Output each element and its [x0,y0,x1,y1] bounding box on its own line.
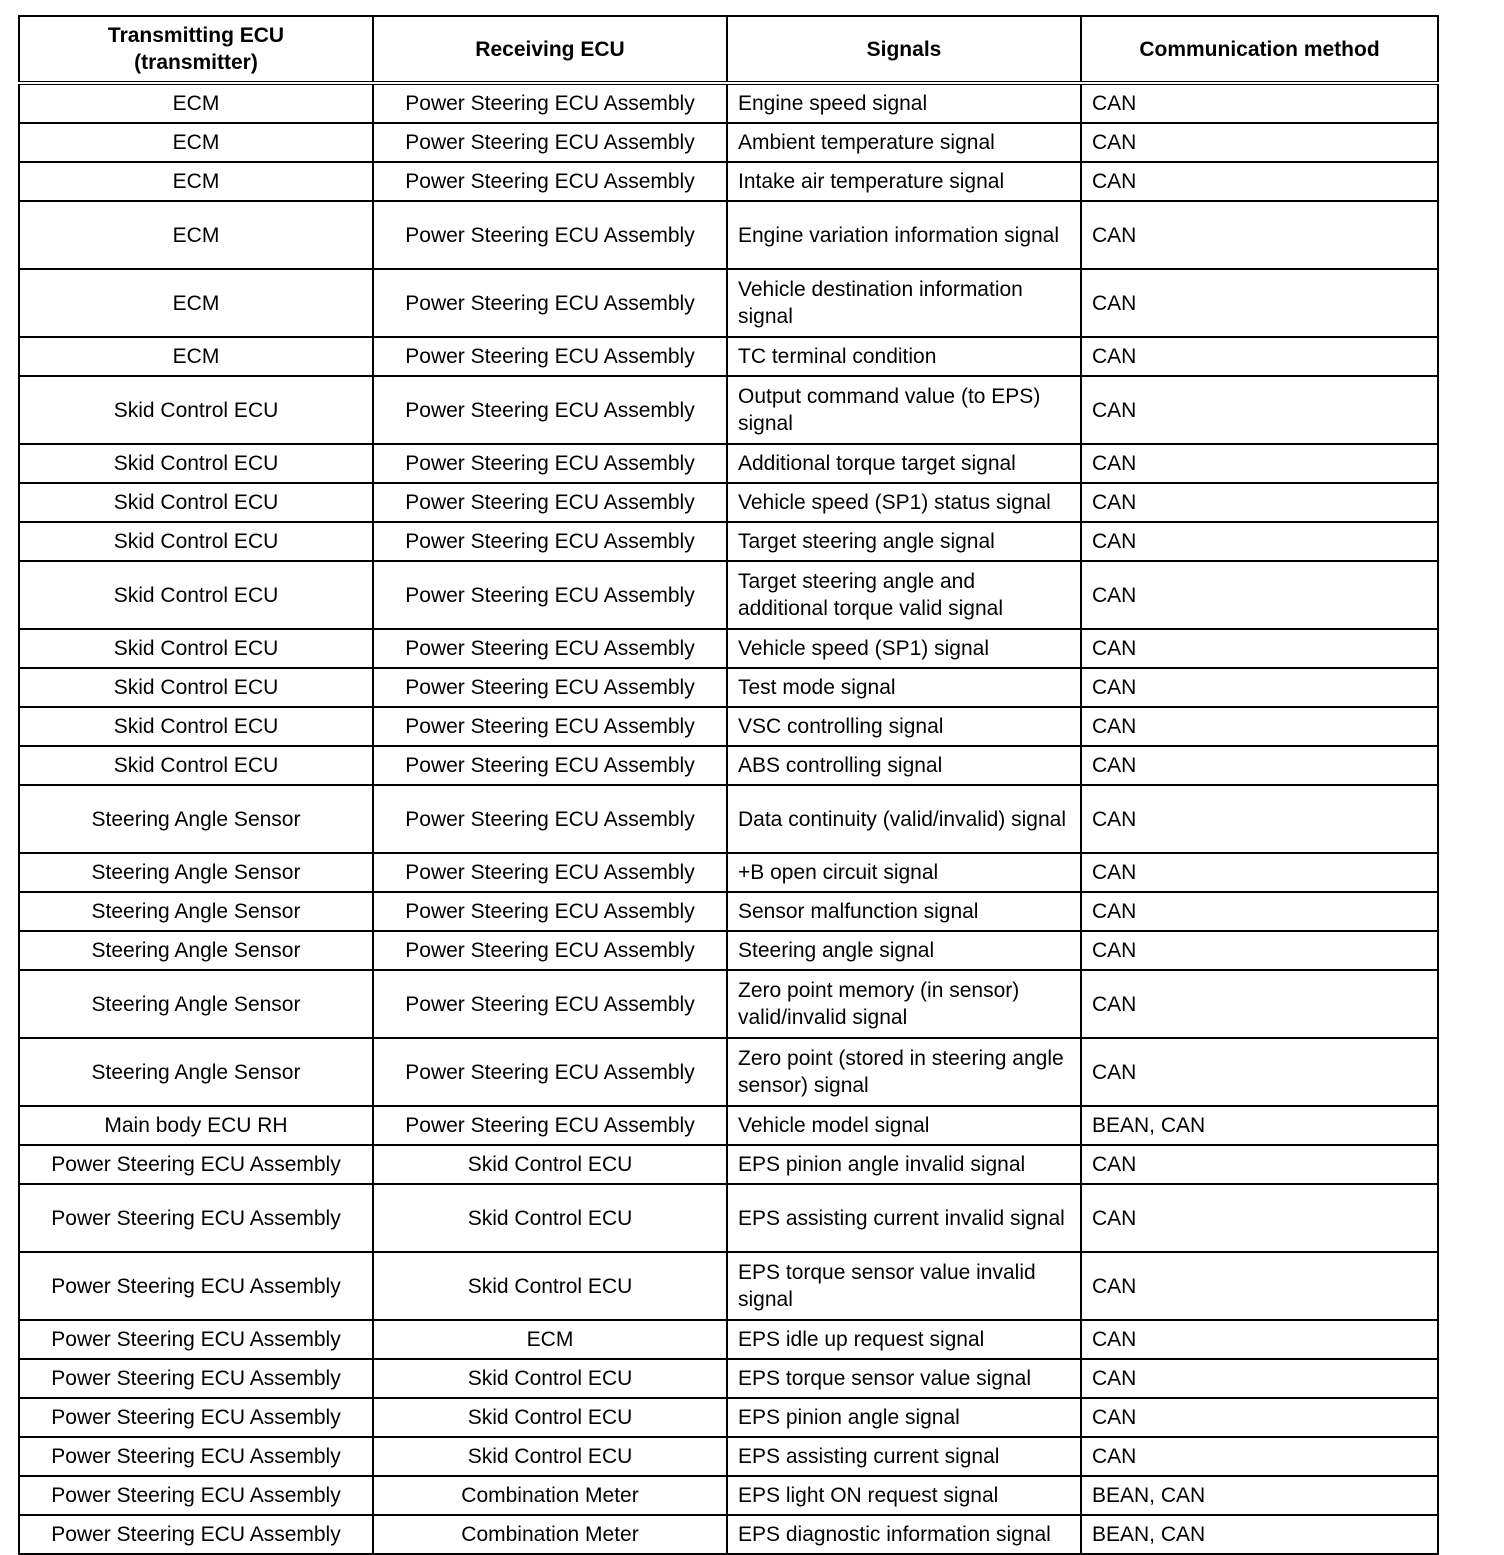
receiving-ecu-cell: Power Steering ECU Assembly [373,892,727,931]
receiving-ecu-cell: Power Steering ECU Assembly [373,707,727,746]
communication-method-cell: CAN [1081,201,1438,269]
receiving-ecu-cell: Power Steering ECU Assembly [373,337,727,376]
receiving-ecu-cell: Power Steering ECU Assembly [373,785,727,853]
communication-method-cell: CAN [1081,668,1438,707]
transmitting-ecu-cell: ECM [19,337,373,376]
transmitting-ecu-cell: ECM [19,123,373,162]
table-row [19,1106,1438,1145]
communication-method-cell: CAN [1081,444,1438,483]
header-receiving-ecu: Receiving ECU [373,16,727,83]
table-row [19,892,1438,931]
transmitting-ecu-cell: Steering Angle Sensor [19,785,373,853]
transmitting-ecu-cell: Steering Angle Sensor [19,892,373,931]
transmitting-ecu-cell: ECM [19,269,373,337]
receiving-ecu-cell: Power Steering ECU Assembly [373,444,727,483]
communication-method-cell: CAN [1081,83,1438,123]
transmitting-ecu-cell: Skid Control ECU [19,444,373,483]
communication-method-cell: CAN [1081,1184,1438,1252]
communication-method-cell: CAN [1081,522,1438,561]
transmitting-ecu-cell: ECM [19,162,373,201]
table-row [19,522,1438,561]
receiving-ecu-cell: Power Steering ECU Assembly [373,269,727,337]
receiving-ecu-cell: Power Steering ECU Assembly [373,970,727,1038]
table-row [19,1184,1438,1252]
signal-cell: Zero point (stored in steering angle sensor) signal [727,1038,1081,1106]
communication-method-cell: CAN [1081,970,1438,1038]
signal-cell: ABS controlling signal [727,746,1081,785]
transmitting-ecu-cell: Skid Control ECU [19,668,373,707]
communication-method-cell: CAN [1081,1252,1438,1320]
receiving-ecu-cell: Power Steering ECU Assembly [373,83,727,123]
table-row [19,785,1438,853]
transmitting-ecu-cell: Power Steering ECU Assembly [19,1437,373,1476]
signal-cell: EPS torque sensor value signal [727,1359,1081,1398]
receiving-ecu-cell: Skid Control ECU [373,1184,727,1252]
transmitting-ecu-cell: Steering Angle Sensor [19,970,373,1038]
transmitting-ecu-cell: Skid Control ECU [19,629,373,668]
signal-cell: Data continuity (valid/invalid) signal [727,785,1081,853]
table-row [19,668,1438,707]
table-row [19,1515,1438,1554]
receiving-ecu-cell: Power Steering ECU Assembly [373,123,727,162]
signal-cell: VSC controlling signal [727,707,1081,746]
header-transmitting-ecu [19,16,373,83]
transmitting-ecu-cell: Steering Angle Sensor [19,853,373,892]
receiving-ecu-cell: Skid Control ECU [373,1359,727,1398]
signal-cell: EPS idle up request signal [727,1320,1081,1359]
communication-method-cell: CAN [1081,892,1438,931]
transmitting-ecu-cell: Steering Angle Sensor [19,1038,373,1106]
receiving-ecu-cell: Power Steering ECU Assembly [373,561,727,629]
table-row [19,931,1438,970]
table-body [19,83,1438,1554]
table-row [19,853,1438,892]
signal-cell: Vehicle speed (SP1) signal [727,629,1081,668]
transmitting-ecu-cell: Skid Control ECU [19,522,373,561]
communication-method-cell: BEAN, CAN [1081,1476,1438,1515]
signal-cell: EPS pinion angle invalid signal [727,1145,1081,1184]
transmitting-ecu-cell: Power Steering ECU Assembly [19,1145,373,1184]
header-signals: Signals [727,16,1081,83]
signal-cell: Test mode signal [727,668,1081,707]
receiving-ecu-cell: Skid Control ECU [373,1145,727,1184]
transmitting-ecu-cell: Power Steering ECU Assembly [19,1184,373,1252]
receiving-ecu-cell: Skid Control ECU [373,1437,727,1476]
transmitting-ecu-cell: Skid Control ECU [19,376,373,444]
table-header [19,16,1438,83]
communication-method-cell: CAN [1081,561,1438,629]
communication-table [18,15,1439,1555]
signal-cell: Engine variation information signal [727,201,1081,269]
receiving-ecu-cell: Combination Meter [373,1476,727,1515]
transmitting-ecu-cell: ECM [19,83,373,123]
communication-method-cell: CAN [1081,269,1438,337]
signal-cell: Zero point memory (in sensor) valid/invalid signal [727,970,1081,1038]
header-transmitting-line2: (transmitter) [134,51,258,74]
transmitting-ecu-cell: Skid Control ECU [19,746,373,785]
communication-method-cell: CAN [1081,853,1438,892]
communication-method-cell: CAN [1081,1398,1438,1437]
signal-cell: Target steering angle and additional torque valid signal [727,561,1081,629]
table-row [19,1359,1438,1398]
receiving-ecu-cell: Power Steering ECU Assembly [373,1106,727,1145]
table-row [19,269,1438,337]
communication-method-cell: CAN [1081,785,1438,853]
signal-cell: Vehicle destination information signal [727,269,1081,337]
receiving-ecu-cell: Power Steering ECU Assembly [373,853,727,892]
table-row [19,444,1438,483]
table-row [19,707,1438,746]
table-row [19,1320,1438,1359]
communication-method-cell: CAN [1081,746,1438,785]
signal-cell: EPS diagnostic information signal [727,1515,1081,1554]
receiving-ecu-cell: Power Steering ECU Assembly [373,746,727,785]
table-row [19,337,1438,376]
receiving-ecu-cell: ECM [373,1320,727,1359]
transmitting-ecu-cell: Main body ECU RH [19,1106,373,1145]
transmitting-ecu-cell: Skid Control ECU [19,707,373,746]
receiving-ecu-cell: Power Steering ECU Assembly [373,629,727,668]
table-row [19,561,1438,629]
communication-method-cell: CAN [1081,1359,1438,1398]
receiving-ecu-cell: Power Steering ECU Assembly [373,931,727,970]
signal-cell: EPS torque sensor value invalid signal [727,1252,1081,1320]
table-row [19,1252,1438,1320]
signal-cell: Steering angle signal [727,931,1081,970]
transmitting-ecu-cell: Power Steering ECU Assembly [19,1398,373,1437]
receiving-ecu-cell: Power Steering ECU Assembly [373,1038,727,1106]
receiving-ecu-cell: Skid Control ECU [373,1252,727,1320]
table-row [19,1476,1438,1515]
header-communication-method: Communication method [1081,16,1438,83]
table-row [19,746,1438,785]
communication-method-cell: CAN [1081,376,1438,444]
receiving-ecu-cell: Power Steering ECU Assembly [373,376,727,444]
table-row [19,1145,1438,1184]
table-row [19,1437,1438,1476]
signal-cell: Vehicle model signal [727,1106,1081,1145]
communication-method-cell: CAN [1081,707,1438,746]
transmitting-ecu-cell: Skid Control ECU [19,483,373,522]
signal-cell: EPS pinion angle signal [727,1398,1081,1437]
receiving-ecu-cell: Power Steering ECU Assembly [373,522,727,561]
table-row [19,1038,1438,1106]
receiving-ecu-cell: Power Steering ECU Assembly [373,201,727,269]
communication-method-cell: CAN [1081,337,1438,376]
receiving-ecu-cell: Power Steering ECU Assembly [373,162,727,201]
receiving-ecu-cell: Combination Meter [373,1515,727,1554]
communication-method-cell: CAN [1081,1320,1438,1359]
table-row [19,483,1438,522]
communication-method-cell: CAN [1081,931,1438,970]
table-row [19,376,1438,444]
communication-method-cell: CAN [1081,1038,1438,1106]
signal-cell: TC terminal condition [727,337,1081,376]
header-row [19,16,1438,83]
signal-cell: +B open circuit signal [727,853,1081,892]
transmitting-ecu-cell: Power Steering ECU Assembly [19,1515,373,1554]
table-row [19,83,1438,123]
transmitting-ecu-cell: Power Steering ECU Assembly [19,1252,373,1320]
header-transmitting-line1: Transmitting ECU [107,24,285,47]
transmitting-ecu-cell: Power Steering ECU Assembly [19,1476,373,1515]
signal-cell: Engine speed signal [727,83,1081,123]
table-row [19,123,1438,162]
signal-cell: Additional torque target signal [727,444,1081,483]
transmitting-ecu-cell: Power Steering ECU Assembly [19,1359,373,1398]
communication-method-cell: CAN [1081,483,1438,522]
signal-cell: EPS assisting current signal [727,1437,1081,1476]
transmitting-ecu-cell: Skid Control ECU [19,561,373,629]
receiving-ecu-cell: Skid Control ECU [373,1398,727,1437]
signal-cell: EPS light ON request signal [727,1476,1081,1515]
signal-cell: Target steering angle signal [727,522,1081,561]
receiving-ecu-cell: Power Steering ECU Assembly [373,483,727,522]
signal-cell: Intake air temperature signal [727,162,1081,201]
communication-method-cell: CAN [1081,629,1438,668]
communication-method-cell: BEAN, CAN [1081,1106,1438,1145]
communication-method-cell: CAN [1081,162,1438,201]
signal-cell: Sensor malfunction signal [727,892,1081,931]
signal-cell: Output command value (to EPS) signal [727,376,1081,444]
communication-method-cell: CAN [1081,123,1438,162]
receiving-ecu-cell: Power Steering ECU Assembly [373,668,727,707]
table-row [19,162,1438,201]
signal-cell: Vehicle speed (SP1) status signal [727,483,1081,522]
table-row [19,1398,1438,1437]
communication-method-cell: CAN [1081,1145,1438,1184]
signal-cell: Ambient temperature signal [727,123,1081,162]
communication-method-cell: CAN [1081,1437,1438,1476]
communication-method-cell: BEAN, CAN [1081,1515,1438,1554]
transmitting-ecu-cell: ECM [19,201,373,269]
table-row [19,970,1438,1038]
transmitting-ecu-cell: Steering Angle Sensor [19,931,373,970]
signal-cell: EPS assisting current invalid signal [727,1184,1081,1252]
transmitting-ecu-cell: Power Steering ECU Assembly [19,1320,373,1359]
table-row [19,629,1438,668]
table-row [19,201,1438,269]
